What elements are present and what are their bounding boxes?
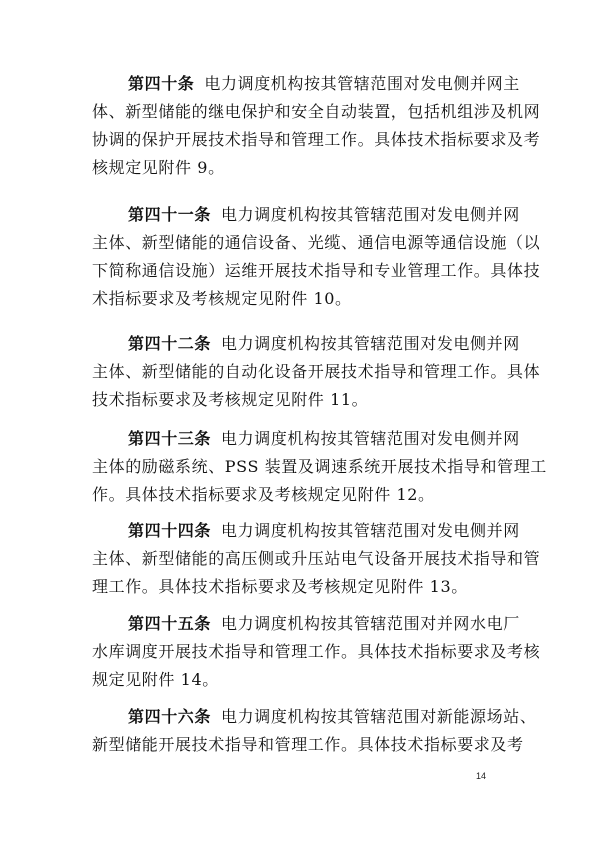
article-line: 技术指标要求及考核规定见附件 11。 bbox=[92, 390, 369, 409]
article-line bbox=[92, 330, 520, 358]
article-heading: 第四十一条 bbox=[128, 205, 212, 224]
article-line: 核规定见附件 9。 bbox=[92, 158, 225, 177]
article-text: 电力调度机构按其管辖范围对并网水电厂 bbox=[221, 614, 520, 633]
article-heading: 第四十二条 bbox=[128, 334, 212, 353]
article-43 bbox=[92, 425, 547, 509]
article-40 bbox=[92, 70, 541, 182]
article-line bbox=[92, 70, 520, 98]
article-line bbox=[92, 610, 520, 638]
article-line: 下简称通信设施）运维开展技术指导和专业管理工作。具体技 bbox=[92, 261, 541, 280]
article-line: 水库调度开展技术指导和管理工作。具体技术指标要求及考核 bbox=[92, 642, 541, 661]
article-text: 电力调度机构按其管辖范围对发电侧并网 bbox=[221, 334, 520, 353]
article-text: 电力调度机构按其管辖范围对发电侧并网主 bbox=[204, 74, 520, 93]
article-46 bbox=[92, 703, 537, 759]
article-line: 主体、新型储能的通信设备、光缆、通信电源等通信设施（以 bbox=[92, 233, 541, 252]
article-line bbox=[92, 517, 520, 545]
article-heading: 第四十条 bbox=[128, 74, 195, 93]
article-text: 电力调度机构按其管辖范围对发电侧并网 bbox=[221, 205, 520, 224]
article-line bbox=[92, 703, 537, 731]
article-line: 理工作。具体技术指标要求及考核规定见附件 13。 bbox=[92, 577, 468, 596]
article-41 bbox=[92, 201, 541, 313]
article-42 bbox=[92, 330, 541, 414]
article-line: 主体、新型储能的自动化设备开展技术指导和管理工作。具体 bbox=[92, 362, 541, 381]
article-heading: 第四十三条 bbox=[128, 429, 212, 448]
article-line bbox=[92, 425, 520, 453]
article-line: 术指标要求及考核规定见附件 10。 bbox=[92, 289, 352, 308]
article-line: 规定见附件 14。 bbox=[92, 670, 219, 689]
article-text: 电力调度机构按其管辖范围对新能源场站、 bbox=[221, 707, 537, 726]
article-line: 主体、新型储能的高压侧或升压站电气设备开展技术指导和管 bbox=[92, 549, 541, 568]
article-line: 体、新型储能的继电保护和安全自动装置，包括机组涉及机网 bbox=[92, 102, 541, 121]
article-line: 协调的保护开展技术指导和管理工作。具体技术指标要求及考 bbox=[92, 130, 541, 149]
article-44 bbox=[92, 517, 541, 601]
article-heading: 第四十四条 bbox=[128, 521, 212, 540]
article-heading: 第四十五条 bbox=[128, 614, 212, 633]
article-line bbox=[92, 201, 520, 229]
article-line: 新型储能开展技术指导和管理工作。具体技术指标要求及考 bbox=[92, 735, 524, 754]
article-line: 主体的励磁系统、PSS 装置及调速系统开展技术指导和管理工 bbox=[92, 457, 547, 476]
article-45 bbox=[92, 610, 541, 694]
article-heading: 第四十六条 bbox=[128, 707, 212, 726]
article-line: 作。具体技术指标要求及考核规定见附件 12。 bbox=[92, 485, 435, 504]
page-number: 14 bbox=[476, 771, 487, 781]
article-text: 电力调度机构按其管辖范围对发电侧并网 bbox=[221, 429, 520, 448]
article-text: 电力调度机构按其管辖范围对发电侧并网 bbox=[221, 521, 520, 540]
